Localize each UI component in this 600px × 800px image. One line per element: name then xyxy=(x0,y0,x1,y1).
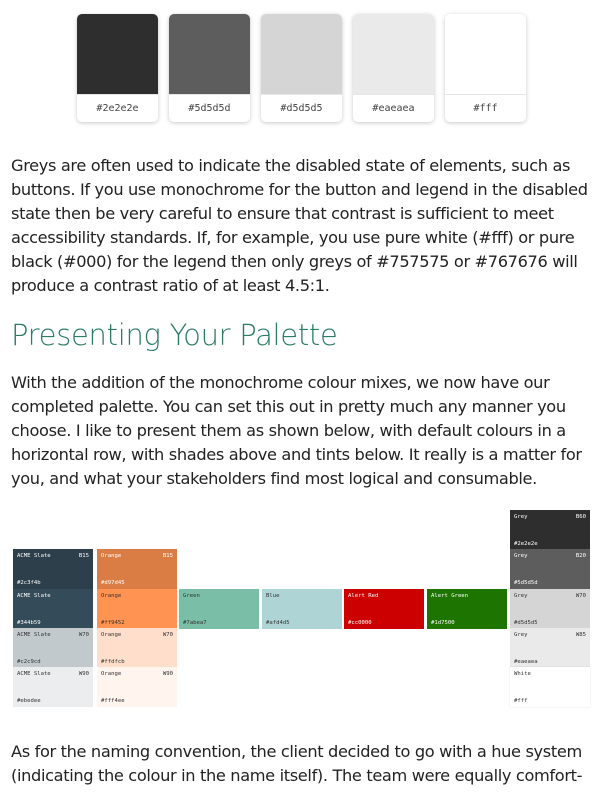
chip-level: B15 xyxy=(78,553,89,559)
chip-name: ACME Slate xyxy=(17,593,51,599)
chip-hex: #2e2e2e xyxy=(514,541,538,547)
chip-level: W70 xyxy=(575,593,586,599)
palette-chip xyxy=(262,589,342,629)
swatch-color xyxy=(261,14,342,95)
swatch-card xyxy=(261,14,342,122)
swatch-card xyxy=(77,14,158,122)
palette-chip xyxy=(510,667,590,707)
swatch-card xyxy=(445,14,526,122)
chip-level: B60 xyxy=(575,514,586,520)
palette-chip xyxy=(510,589,590,629)
palette-chip xyxy=(510,510,590,550)
palette-chip xyxy=(13,667,93,707)
chip-hex: #cc0000 xyxy=(348,620,372,626)
chip-name: Grey xyxy=(514,632,528,638)
chip-level: W70 xyxy=(78,632,89,638)
chip-hex: #eaeaea xyxy=(514,659,538,665)
chip-level: W90 xyxy=(162,671,173,677)
palette-chip xyxy=(97,549,177,589)
chip-hex: #afd4d5 xyxy=(266,620,290,626)
chip-level: W70 xyxy=(162,632,173,638)
palette-chip xyxy=(13,549,93,589)
chip-name: Orange xyxy=(101,553,122,559)
palette-chip xyxy=(97,667,177,707)
chip-name: Green xyxy=(183,593,200,599)
chip-name: Orange xyxy=(101,671,122,677)
palette-chip xyxy=(344,589,424,629)
chip-hex: #fff xyxy=(514,698,528,704)
chip-hex: #ffdfcb xyxy=(101,659,125,665)
chip-level: B20 xyxy=(575,553,586,559)
swatch-color xyxy=(445,14,526,95)
chip-name: ACME Slate xyxy=(17,553,51,559)
grey-swatch-cards xyxy=(77,14,526,122)
chip-level: B15 xyxy=(162,553,173,559)
palette-chip xyxy=(97,628,177,668)
chip-hex: #ebedee xyxy=(17,698,41,704)
swatch-card xyxy=(169,14,250,122)
swatch-label: #2e2e2e xyxy=(96,103,139,114)
chip-name: ACME Slate xyxy=(17,671,51,677)
chip-name: Grey xyxy=(514,593,528,599)
section-heading: Presenting Your Palette xyxy=(11,318,338,352)
paragraph-greys: Greys are often used to indicate the disabled state of elements, such as buttons. If you use monochrome for the button and legend in the disabled state then be very careful to ensure that contrast is sufficient to meet accessibility standards. If, for example, you use pure white (#fff) or pure black (#000) for the legend then only greys of #757575 or #767676 will produce a contrast ratio of at least 4.5:1. xyxy=(11,156,588,295)
swatch-label: #fff xyxy=(473,103,498,114)
paragraph-naming: As for the naming convention, the client decided to go with a hue system (indicating the colour in the name itself). The team were equally comfort- xyxy=(11,742,583,785)
swatch-card xyxy=(353,14,434,122)
palette-chip xyxy=(427,589,507,629)
chip-name: ACME Slate xyxy=(17,632,51,638)
chip-name: Alert Red xyxy=(348,593,379,599)
chip-level: W90 xyxy=(78,671,89,677)
chip-hex: #7abea7 xyxy=(183,620,207,626)
chip-hex: #c2c9cd xyxy=(17,659,41,665)
palette-chip xyxy=(13,628,93,668)
swatch-label: #5d5d5d xyxy=(188,103,231,114)
chip-level: W85 xyxy=(575,632,586,638)
swatch-label: #eaeaea xyxy=(372,103,415,114)
chip-name: Orange xyxy=(101,632,122,638)
palette-chip xyxy=(510,549,590,589)
swatch-label: #d5d5d5 xyxy=(280,103,323,114)
chip-hex: #344b59 xyxy=(17,620,41,626)
swatch-color xyxy=(353,14,434,95)
chip-hex: #fff4ee xyxy=(101,698,125,704)
chip-name: Orange xyxy=(101,593,122,599)
swatch-color xyxy=(77,14,158,95)
paragraph-palette: With the addition of the monochrome colour mixes, we now have our completed palette. You can set this out in pretty much any manner you choose. I like to present them as shown below, with default colours in a horizontal row, with shades above and tints below. It really is a matter for you, and what your stakeholders find most logical and consumable. xyxy=(11,373,582,488)
chip-hex: #5d5d5d xyxy=(514,580,538,586)
chip-name: Blue xyxy=(266,593,280,599)
chip-hex: #d5d5d5 xyxy=(514,620,538,626)
palette-chip xyxy=(97,589,177,629)
palette-chip xyxy=(13,589,93,629)
palette-chip xyxy=(179,589,259,629)
chip-hex: #1d7500 xyxy=(431,620,455,626)
chip-hex: #d97d45 xyxy=(101,580,125,586)
chip-name: Grey xyxy=(514,514,528,520)
chip-name: Alert Green xyxy=(431,593,469,599)
chip-hex: #2c3f4b xyxy=(17,580,41,586)
chip-hex: #ff9452 xyxy=(101,620,125,626)
chip-name: White xyxy=(514,671,531,677)
palette-chip xyxy=(510,628,590,668)
chip-name: Grey xyxy=(514,553,528,559)
swatch-color xyxy=(169,14,250,95)
